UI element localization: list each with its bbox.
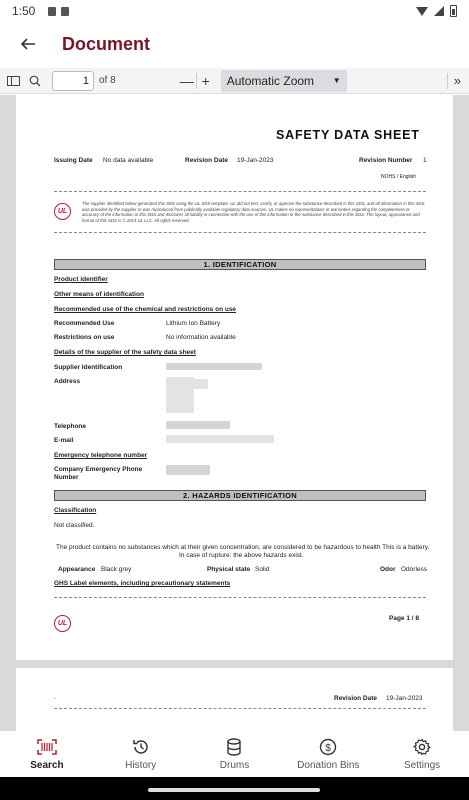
email-label: E-mail [54, 437, 74, 444]
nav-donation-bins[interactable] [281, 731, 375, 777]
battery-icon [450, 5, 457, 17]
pdf-page-2 [16, 668, 453, 731]
physical-state-value: Solid [255, 566, 270, 573]
redacted-text [194, 379, 208, 389]
divider [54, 708, 426, 709]
company-emergency-label-1: Company Emergency Phone [54, 466, 143, 473]
emergency-phone-heading: Emergency telephone number [54, 452, 148, 459]
signal-icon [434, 6, 444, 16]
sidebar-icon [7, 76, 20, 86]
sidebar-toggle-button[interactable] [2, 70, 24, 92]
pdf-toolbar [0, 68, 469, 94]
recommended-use-label: Recommended Use [54, 320, 115, 327]
appearance-label: Appearance [58, 566, 96, 573]
odor-value: Odorless [401, 566, 428, 573]
issuing-date-label: Issuing Date [54, 157, 93, 164]
notification-icon [48, 7, 56, 16]
redacted-text [166, 421, 230, 429]
ul-logo-footer [54, 615, 71, 632]
pdf-viewer[interactable] [0, 95, 469, 731]
odor-label: Odor [380, 566, 396, 573]
product-identifier-heading: Product identifier [54, 276, 108, 283]
zoom-in-button[interactable]: + [201, 72, 210, 89]
divider [54, 232, 426, 233]
page2-revision-date-label: Revision Date [334, 695, 377, 702]
nav-history[interactable] [94, 731, 188, 777]
section-identification-header: 1. IDENTIFICATION [54, 259, 426, 270]
page-title: Document [62, 33, 151, 54]
hazard-statement-2: In case of rupture: the above hazards exist. [179, 552, 304, 559]
redacted-text [166, 363, 262, 370]
page-count: of 8 [99, 75, 116, 86]
nav-settings-label: Settings [404, 760, 441, 771]
physical-state-label: Physical state [207, 566, 251, 573]
sds-title: SAFETY DATA SHEET [276, 128, 420, 142]
restrictions-value: No information available [166, 334, 236, 341]
gesture-bar [0, 777, 469, 800]
gear-icon [413, 737, 431, 757]
database-icon [226, 737, 242, 757]
nav-settings[interactable] [375, 731, 469, 777]
revision-number-value: 1 [423, 157, 427, 164]
hazard-statement-1: The product contains no substances which at their given concentration, are considered to be hazardous to health This is a battery. [56, 544, 430, 551]
ul-disclaimer: The supplier identified below generated this SDS using the UL SDS template. UL did not test, certify, or approve the substance described in this SDS, and all information in this SDS was provided by the supplier or was reproduced from publically available regulatory data sources. UL makes no representations or warranties regarding the completeness or accuracy of the information in this SDS and disclaims all liability in connection with the use of this information or the substance described in this SDS. The layout, appearance and format of this SDS is © 2014 UL LLC. All rights reserved. [82, 201, 425, 223]
ul-logo-text: UL [57, 208, 68, 215]
zoom-out-button[interactable]: — [179, 72, 194, 89]
barcode-scan-icon [37, 737, 57, 757]
nav-search[interactable] [0, 731, 94, 777]
telephone-label: Telephone [54, 423, 87, 430]
status-bar [0, 0, 469, 22]
classification-value: Not classified. [54, 522, 95, 529]
home-indicator[interactable] [148, 788, 320, 792]
divider [54, 191, 426, 192]
revision-date-value: 19-Jan-2023 [237, 157, 274, 164]
history-icon [132, 737, 150, 757]
address-label: Address [54, 378, 81, 385]
section-hazards-header: 2. HAZARDS IDENTIFICATION [54, 490, 426, 501]
classification-heading: Classification [54, 507, 97, 514]
pdf-page-1 [16, 95, 453, 660]
zoom-select[interactable] [221, 70, 347, 92]
nav-drums-label: Drums [219, 760, 250, 771]
toolbar-divider [447, 73, 448, 89]
app-bar [0, 22, 469, 66]
nav-drums[interactable] [188, 731, 282, 777]
supplier-identification-label: Supplier Identification [54, 364, 123, 371]
back-button[interactable] [0, 22, 56, 66]
redacted-text [166, 377, 194, 413]
company-emergency-label-2: Number [54, 474, 79, 481]
chevron-down-icon: ▼ [332, 76, 341, 85]
arrow-left-icon [20, 36, 36, 52]
status-time: 1:50 [12, 4, 36, 18]
page2-marker: . [54, 694, 56, 701]
page-footer: Page 1 / 8 [389, 615, 419, 622]
ul-logo-text: UL [57, 620, 68, 627]
recommended-use-value: Lithium Ion Battery [166, 320, 221, 327]
dollar-coin-icon [319, 737, 337, 757]
issuing-date-value: No data available [103, 157, 154, 164]
nav-donation-bins-label: Donation Bins [297, 760, 360, 771]
nav-history-label: History [125, 760, 157, 771]
nav-search-label: Search [30, 760, 64, 771]
bottom-navigation [0, 731, 469, 777]
sim-icon [61, 7, 69, 16]
appearance-value: Black grey [101, 566, 132, 573]
svg-text:$: $ [325, 743, 332, 754]
recommended-use-heading: Recommended use of the chemical and restrictions on use [54, 306, 237, 313]
region-language: NOHS / English [381, 174, 417, 180]
page2-revision-date-value: 19-Jan-2023 [386, 695, 423, 702]
find-button[interactable] [24, 70, 46, 92]
other-means-heading: Other means of identification [54, 291, 144, 298]
supplier-details-heading: Details of the supplier of the safety data sheet [54, 349, 196, 356]
zoom-select-value: Automatic Zoom [226, 73, 315, 88]
search-icon [29, 75, 41, 87]
revision-number-label: Revision Number [359, 157, 413, 164]
ul-logo [54, 203, 71, 220]
tools-button[interactable]: » [453, 73, 461, 88]
revision-date-label: Revision Date [185, 157, 228, 164]
redacted-text [166, 465, 210, 475]
restrictions-label: Restrictions on use [54, 334, 115, 341]
redacted-text [166, 435, 274, 443]
wifi-icon [416, 7, 428, 16]
divider [54, 597, 426, 598]
page-number-input[interactable]: 1 [52, 71, 94, 91]
ghs-label-heading: GHS Label elements, including precautionary statements [54, 580, 231, 587]
